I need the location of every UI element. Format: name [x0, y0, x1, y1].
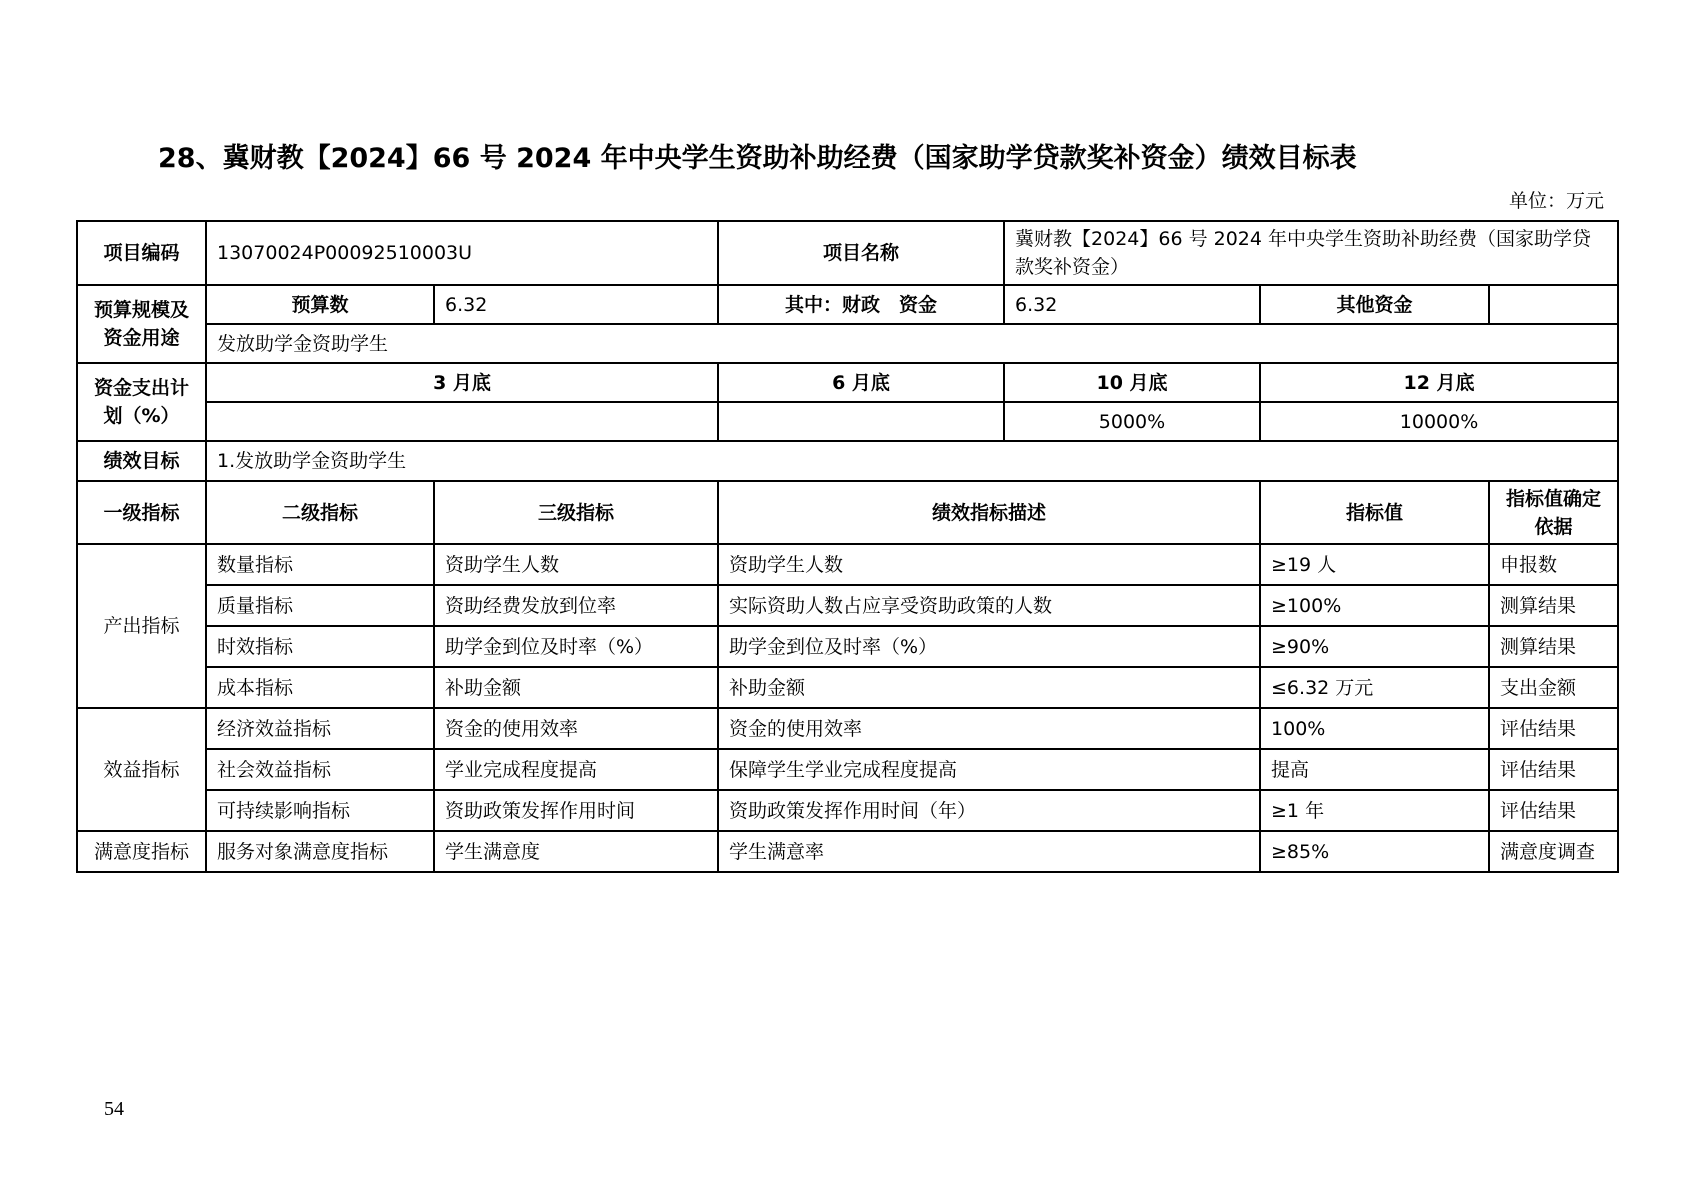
table-row [77, 544, 1618, 585]
row-level2: 可持续影响指标 [206, 790, 434, 831]
budget-row [77, 285, 1618, 324]
row-desc: 助学金到位及时率（%） [718, 626, 1260, 667]
page-title: 28、冀财教【2024】66 号 2024 年中央学生资助补助经费（国家助学贷款奖补资金）绩效目标表 [158, 143, 1357, 174]
fund-usage: 发放助学金资助学生 [206, 324, 1618, 363]
project-name-label: 项目名称 [718, 221, 1004, 285]
row-level3: 资助政策发挥作用时间 [434, 790, 718, 831]
plan-value-row [77, 402, 1618, 441]
row-level2: 服务对象满意度指标 [206, 831, 434, 872]
row-value: 100% [1260, 708, 1489, 749]
row-level3: 助学金到位及时率（%） [434, 626, 718, 667]
plan-m10-value: 5000% [1004, 402, 1260, 441]
row-basis: 评估结果 [1489, 749, 1618, 790]
row-basis: 测算结果 [1489, 626, 1618, 667]
row-basis: 评估结果 [1489, 708, 1618, 749]
row-desc: 资金的使用效率 [718, 708, 1260, 749]
row-value: 提高 [1260, 749, 1489, 790]
row-level3: 补助金额 [434, 667, 718, 708]
row-desc: 补助金额 [718, 667, 1260, 708]
project-code-label: 项目编码 [77, 221, 206, 285]
project-code-value: 13070024P00092510003U [206, 221, 718, 285]
row-level2: 成本指标 [206, 667, 434, 708]
row-desc: 资助政策发挥作用时间（年） [718, 790, 1260, 831]
unit-label: 单位：万元 [1508, 190, 1604, 212]
usage-row [77, 324, 1618, 363]
group-benefit: 效益指标 [77, 708, 206, 831]
row-level2: 质量指标 [206, 585, 434, 626]
table-row [77, 667, 1618, 708]
row-basis: 测算结果 [1489, 585, 1618, 626]
col-desc: 绩效指标描述 [718, 481, 1260, 544]
goal-value: 1.发放助学金资助学生 [206, 441, 1618, 481]
row-desc: 实际资助人数占应享受资助政策的人数 [718, 585, 1260, 626]
table-row [77, 749, 1618, 790]
budget-num-label: 预算数 [206, 285, 434, 324]
row-value: ≥1 年 [1260, 790, 1489, 831]
group-output: 产出指标 [77, 544, 206, 708]
row-desc: 保障学生学业完成程度提高 [718, 749, 1260, 790]
plan-m12-label: 12 月底 [1260, 363, 1618, 402]
other-funds-value [1489, 285, 1618, 324]
row-value: ≥100% [1260, 585, 1489, 626]
page-number: 54 [104, 1098, 124, 1120]
fiscal-label: 其中：财政 资金 [718, 285, 1004, 324]
row-value: ≥90% [1260, 626, 1489, 667]
plan-m3-label: 3 月底 [206, 363, 718, 402]
col-basis: 指标值确定依据 [1489, 481, 1618, 544]
row-level2: 经济效益指标 [206, 708, 434, 749]
col-level3: 三级指标 [434, 481, 718, 544]
plan-m10-label: 10 月底 [1004, 363, 1260, 402]
budget-num-value: 6.32 [434, 285, 718, 324]
table-row [77, 708, 1618, 749]
column-header-row [77, 481, 1618, 544]
row-level2: 社会效益指标 [206, 749, 434, 790]
col-level1: 一级指标 [77, 481, 206, 544]
row-level3: 资金的使用效率 [434, 708, 718, 749]
plan-m12-value: 10000% [1260, 402, 1618, 441]
budget-label: 预算规模及资金用途 [77, 285, 206, 363]
group-satisfaction: 满意度指标 [77, 831, 206, 872]
fiscal-value: 6.32 [1004, 285, 1260, 324]
table-row [77, 831, 1618, 872]
row-basis: 申报数 [1489, 544, 1618, 585]
row-desc: 资助学生人数 [718, 544, 1260, 585]
plan-m6-value [718, 402, 1004, 441]
row-level2: 时效指标 [206, 626, 434, 667]
col-level2: 二级指标 [206, 481, 434, 544]
row-value: ≥19 人 [1260, 544, 1489, 585]
row-value: ≤6.32 万元 [1260, 667, 1489, 708]
goal-label: 绩效目标 [77, 441, 206, 481]
plan-header-row [77, 363, 1618, 402]
table-row [77, 585, 1618, 626]
project-name-value: 冀财教【2024】66 号 2024 年中央学生资助补助经费（国家助学贷款奖补资金） [1004, 221, 1618, 285]
row-basis: 支出金额 [1489, 667, 1618, 708]
row-level3: 资助学生人数 [434, 544, 718, 585]
plan-m3-value [206, 402, 718, 441]
col-value: 指标值 [1260, 481, 1489, 544]
row-level3: 资助经费发放到位率 [434, 585, 718, 626]
row-desc: 学生满意率 [718, 831, 1260, 872]
plan-m6-label: 6 月底 [718, 363, 1004, 402]
row-basis: 评估结果 [1489, 790, 1618, 831]
header-row [77, 221, 1618, 285]
row-level2: 数量指标 [206, 544, 434, 585]
table-row [77, 626, 1618, 667]
row-basis: 满意度调查 [1489, 831, 1618, 872]
other-funds-label: 其他资金 [1260, 285, 1489, 324]
goal-row [77, 441, 1618, 481]
row-level3: 学生满意度 [434, 831, 718, 872]
row-value: ≥85% [1260, 831, 1489, 872]
performance-table [76, 220, 1619, 873]
table-row [77, 790, 1618, 831]
row-level3: 学业完成程度提高 [434, 749, 718, 790]
plan-label: 资金支出计划（%） [77, 363, 206, 441]
